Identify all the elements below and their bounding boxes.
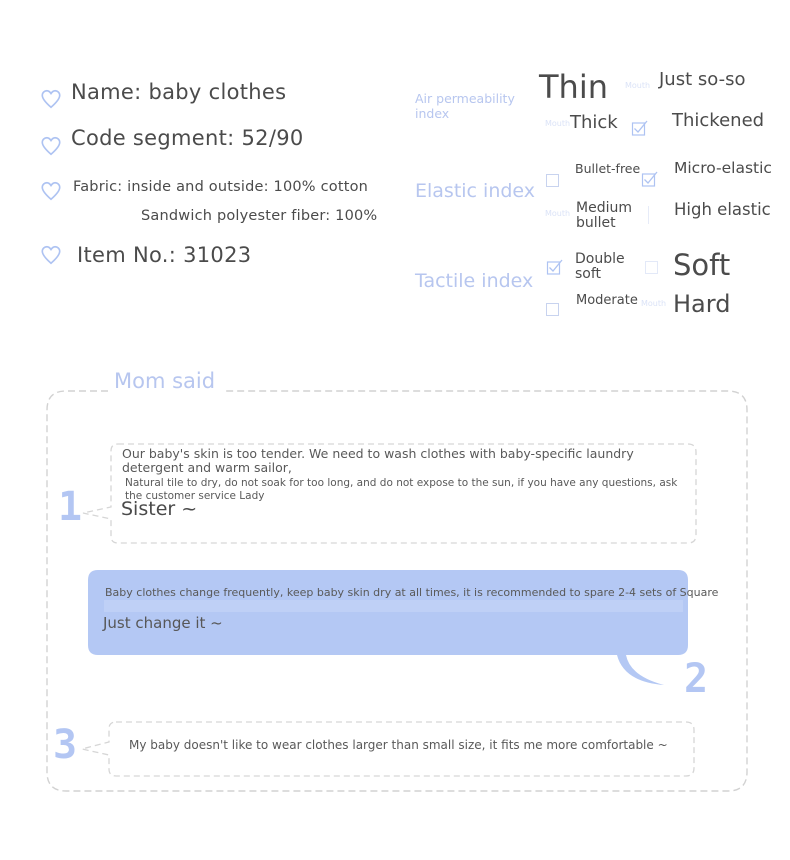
tip-1-line-1: Our baby's skin is too tender. We need to wash clothes with baby-specific laundry detergent and warm sailor,	[122, 446, 634, 475]
mouth-mark: Mouth	[545, 119, 571, 128]
mouth-mark: Mouth	[545, 209, 571, 218]
option-bullet-free: Bullet-free	[575, 161, 641, 176]
option-micro-elastic: Micro-elastic	[674, 159, 772, 177]
tactile-index-label: Tactile index	[415, 270, 534, 292]
tip-1-line-3: Sister ~	[121, 498, 198, 520]
tip-2-line-1: Baby clothes change frequently, keep baby skin dry at all times, it is recommended to spare 2-4 sets of Square	[105, 586, 719, 599]
option-high-elastic: High elastic	[674, 200, 771, 219]
spec-filling: Sandwich polyester fiber: 100%	[141, 208, 378, 224]
tip-number: 2	[684, 656, 709, 702]
spec-name: Name: baby clothes	[71, 80, 287, 104]
air-permeability-label: Air permeability index	[415, 91, 515, 121]
tip-number: 1	[58, 484, 83, 530]
tip-2-line-2: Just change it ~	[103, 614, 223, 632]
option-hard: Hard	[673, 290, 731, 318]
option-medium-bullet: Medium bullet	[576, 200, 632, 231]
panel-title: Mom said	[110, 369, 219, 393]
option-thick: Thick	[570, 112, 618, 133]
tip-1-line-2: Natural tile to dry, do not soak for too long, and do not expose to the sun, if you have any questions, ask the customer service Lady	[125, 477, 678, 502]
option-moderate: Moderate	[576, 293, 638, 308]
spec-fabric: Fabric: inside and outside: 100% cotton	[73, 179, 369, 195]
mouth-mark: Mouth	[641, 299, 667, 308]
option-thin: Thin	[539, 68, 608, 106]
elastic-index-label: Elastic index	[415, 180, 536, 202]
tip-number: 3	[53, 722, 78, 768]
option-double-soft: Double soft	[575, 251, 625, 282]
tip-3-line-1: My baby doesn't like to wear clothes larger than small size, it fits me more comfortable ~	[129, 738, 668, 752]
option-just-so-so: Just so-so	[659, 69, 746, 90]
spec-code-segment: Code segment: 52/90	[71, 126, 304, 150]
mouth-mark: Mouth	[625, 81, 651, 90]
option-thickened: Thickened	[672, 110, 765, 131]
option-soft: Soft	[673, 248, 731, 282]
spec-item-no: Item No.: 31023	[77, 243, 252, 267]
